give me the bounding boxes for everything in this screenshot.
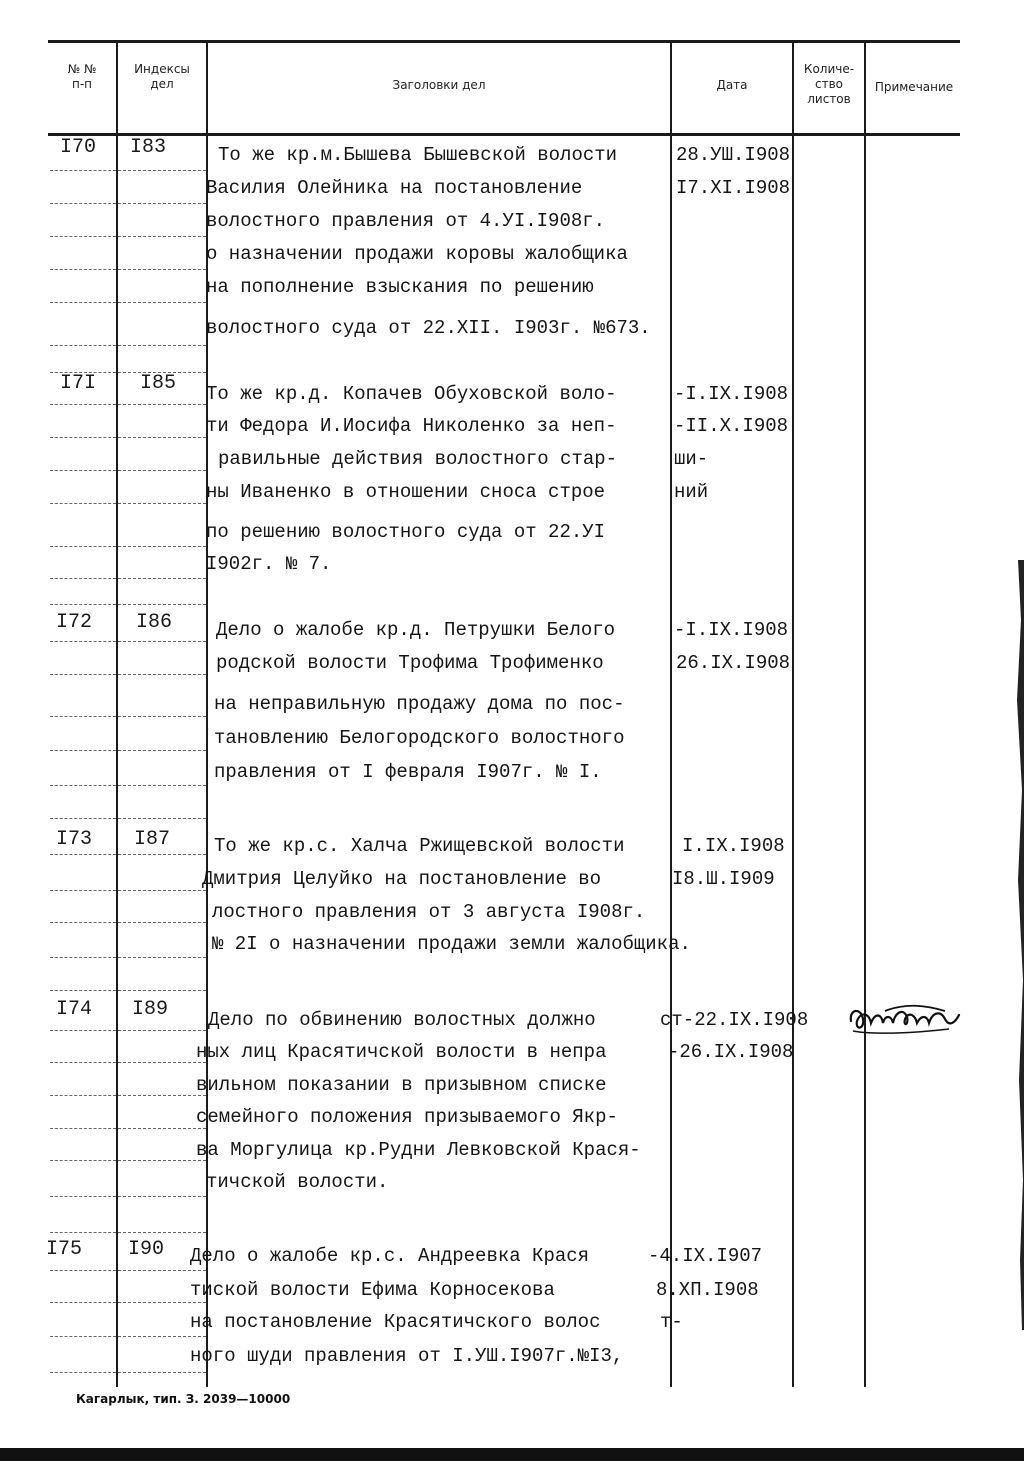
row-index: I86: [136, 611, 173, 634]
title-line: на неправильную продажу дома по пос-: [214, 693, 625, 715]
column-divider-5: [864, 42, 866, 1387]
ruling-dash: [118, 716, 206, 717]
date-entry: -I.IX.I908: [674, 383, 789, 405]
ruling-dash: [118, 922, 206, 923]
ruling-dash: [118, 1372, 206, 1373]
ruling-dash: [118, 750, 206, 751]
ruling-dash: [118, 578, 206, 579]
header-date: Дата: [716, 78, 748, 92]
ruling-dash: [50, 1372, 116, 1373]
date-entry: ст-22.IX.I908: [660, 1009, 809, 1031]
row-index: I87: [134, 828, 171, 851]
title-line: Василия Олейника на постановление: [206, 177, 583, 199]
title-line: ва Моргулица кр.Рудни Левковской Крася-: [196, 1139, 641, 1161]
table-top-rule: [48, 40, 960, 43]
ruling-dash: [118, 503, 206, 504]
ruling-dash: [118, 236, 206, 237]
title-line: о назначении продажи коровы жалобщика: [206, 243, 628, 265]
title-line: тановлению Белогородского волостного: [214, 727, 625, 749]
date-entry: -I.IX.I908: [674, 619, 789, 641]
ruling-dash: [118, 470, 206, 471]
ruling-dash: [118, 404, 206, 405]
ruling-dash: [50, 641, 116, 642]
title-line: Дело по обвинению волостных должно: [208, 1009, 596, 1031]
title-line: То же кр.м.Бышева Бышевской волости: [218, 144, 618, 166]
ruling-dash: [50, 269, 116, 270]
ruling-dash: [118, 437, 206, 438]
header-count: Количе- ство листов: [803, 62, 855, 106]
column-divider-4: [792, 42, 794, 1387]
ruling-dash: [118, 170, 206, 171]
row-index: I90: [128, 1238, 165, 1261]
title-line: равильные действия волостного стар-: [218, 448, 618, 470]
ruling-dash: [50, 1302, 116, 1303]
ruling-dash: [118, 1336, 206, 1337]
ruling-dash: [50, 1128, 116, 1129]
ruling-dash: [50, 818, 116, 819]
header-bottom-rule: [48, 133, 960, 136]
title-line: I902г. № 7.: [206, 553, 332, 575]
row-index: I89: [132, 998, 169, 1021]
ruling-dash: [50, 674, 116, 675]
ruling-dash: [50, 1095, 116, 1096]
header-index: Индексы дел: [134, 62, 190, 91]
title-line: волостного правления от 4.УI.I908г.: [206, 210, 606, 232]
title-line: волостного суда от 22.XII. I903г. №673.: [206, 317, 651, 339]
title-line: правления от I февраля I907г. № I.: [214, 761, 602, 783]
row-number: I73: [56, 828, 93, 851]
signature-handwritten: [845, 1001, 965, 1039]
ruling-dash: [50, 957, 116, 958]
ruling-dash: [118, 1030, 206, 1031]
header-num: № № п-п: [67, 62, 97, 91]
title-line: То же кр.с. Халча Ржищевской волости: [214, 835, 625, 857]
ruling-dash: [50, 922, 116, 923]
date-entry: I.IX.I908: [682, 835, 785, 857]
row-index: I83: [130, 136, 167, 159]
row-number: I75: [46, 1238, 83, 1261]
ruling-dash: [50, 578, 116, 579]
title-line: тичской волости.: [206, 1171, 389, 1193]
ruling-dash: [50, 236, 116, 237]
ruling-dash: [50, 470, 116, 471]
title-line: на пополнение взыскания по решению: [206, 276, 594, 298]
ruling-dash: [118, 957, 206, 958]
ruling-dash: [118, 641, 206, 642]
ruling-dash: [50, 1336, 116, 1337]
date-entry: I8.Ш.I909: [672, 868, 775, 890]
date-entry: -II.X.I908: [674, 415, 789, 437]
row-number: I7I: [60, 372, 97, 395]
title-line: вильном показании в призывном списке: [196, 1074, 607, 1096]
ruling-dash: [118, 345, 206, 346]
ruling-dash: [118, 1196, 206, 1197]
ruling-dash: [50, 1160, 116, 1161]
ruling-dash: [50, 302, 116, 303]
ruling-dash: [118, 1095, 206, 1096]
title-line: ного шуди правления от I.УШ.I907г.№I3,: [190, 1345, 624, 1367]
scan-edge-artifact: [1008, 560, 1024, 1330]
ruling-dash: [50, 750, 116, 751]
ruling-dash: [50, 1270, 116, 1271]
ruling-dash: [50, 1030, 116, 1031]
ruling-dash: [50, 990, 116, 991]
date-entry: т-: [660, 1311, 683, 1333]
ruling-dash: [118, 1160, 206, 1161]
ruling-dash: [50, 604, 116, 605]
ruling-dash: [118, 785, 206, 786]
title-line: на постановление Красятичского волос: [190, 1311, 601, 1333]
title-line: Дело о жалобе кр.д. Петрушки Белого: [216, 619, 616, 641]
ruling-dash: [50, 546, 116, 547]
ruling-dash: [118, 1232, 206, 1233]
row-number: I72: [56, 611, 93, 634]
title-line: тиской волости Ефима Корносекова: [190, 1279, 555, 1301]
ruling-dash: [118, 990, 206, 991]
ruling-dash: [118, 1302, 206, 1303]
row-number: I70: [60, 136, 97, 159]
date-entry: 8.XП.I908: [656, 1279, 759, 1301]
date-entry: I7.XI.I908: [676, 177, 791, 199]
date-entry: 28.УШ.I908: [676, 144, 791, 166]
ruling-dash: [50, 503, 116, 504]
printer-imprint: Кагарлык, тип. З. 2039—10000: [76, 1392, 291, 1406]
ruling-dash: [118, 818, 206, 819]
date-entry: -4.IX.I907: [648, 1245, 763, 1267]
date-entry: ши-: [674, 448, 709, 470]
ruling-dash: [118, 546, 206, 547]
title-line: То же кр.д. Копачев Обуховской воло-: [206, 383, 617, 405]
ruling-dash: [118, 203, 206, 204]
ruling-dash: [118, 302, 206, 303]
date-entry: ний: [674, 481, 709, 503]
ruling-dash: [50, 437, 116, 438]
ruling-dash: [118, 1062, 206, 1063]
row-index: I85: [140, 372, 177, 395]
column-divider-1: [116, 42, 118, 1387]
title-line: родской волости Трофима Трофименко: [216, 652, 604, 674]
ruling-dash: [50, 170, 116, 171]
ruling-dash: [50, 785, 116, 786]
ruling-dash: [118, 604, 206, 605]
title-line: лостного правления от 3 августа I908г.: [212, 901, 646, 923]
ruling-dash: [50, 854, 116, 855]
header-note: Примечание: [874, 80, 954, 94]
ruling-dash: [50, 890, 116, 891]
ruling-dash: [50, 404, 116, 405]
ruling-dash: [118, 890, 206, 891]
ruling-dash: [118, 269, 206, 270]
title-line: по решению волостного суда от 22.УI: [206, 521, 606, 543]
row-number: I74: [56, 998, 93, 1021]
date-entry: -26.IX.I908: [668, 1041, 794, 1063]
ruling-dash: [118, 1270, 206, 1271]
title-line: семейного положения призываемого Якр-: [196, 1106, 618, 1128]
ruling-dash: [50, 1232, 116, 1233]
title-line: Дело о жалобе кр.с. Андреевка Крася: [190, 1245, 590, 1267]
ruling-dash: [50, 203, 116, 204]
page-bottom-edge: [0, 1448, 1024, 1461]
column-divider-3: [670, 42, 672, 1387]
ruling-dash: [118, 854, 206, 855]
title-line: ти Федора И.Иосифа Николенко за неп-: [206, 415, 617, 437]
ruling-dash: [50, 345, 116, 346]
ruling-dash: [118, 674, 206, 675]
ruling-dash: [50, 1196, 116, 1197]
header-title: Заголовки дел: [392, 78, 486, 92]
ruling-dash: [118, 1128, 206, 1129]
date-entry: 26.IX.I908: [676, 652, 791, 674]
title-line: ны Иваненко в отношении сноса строе: [206, 481, 606, 503]
title-line: ных лиц Красятичской волости в непра: [196, 1041, 607, 1063]
title-line: Дмитрия Целуйко на постановление во: [202, 868, 602, 890]
ruling-dash: [50, 1062, 116, 1063]
title-line: № 2I о назначении продажи земли жалобщика.: [212, 933, 691, 955]
ruling-dash: [50, 716, 116, 717]
